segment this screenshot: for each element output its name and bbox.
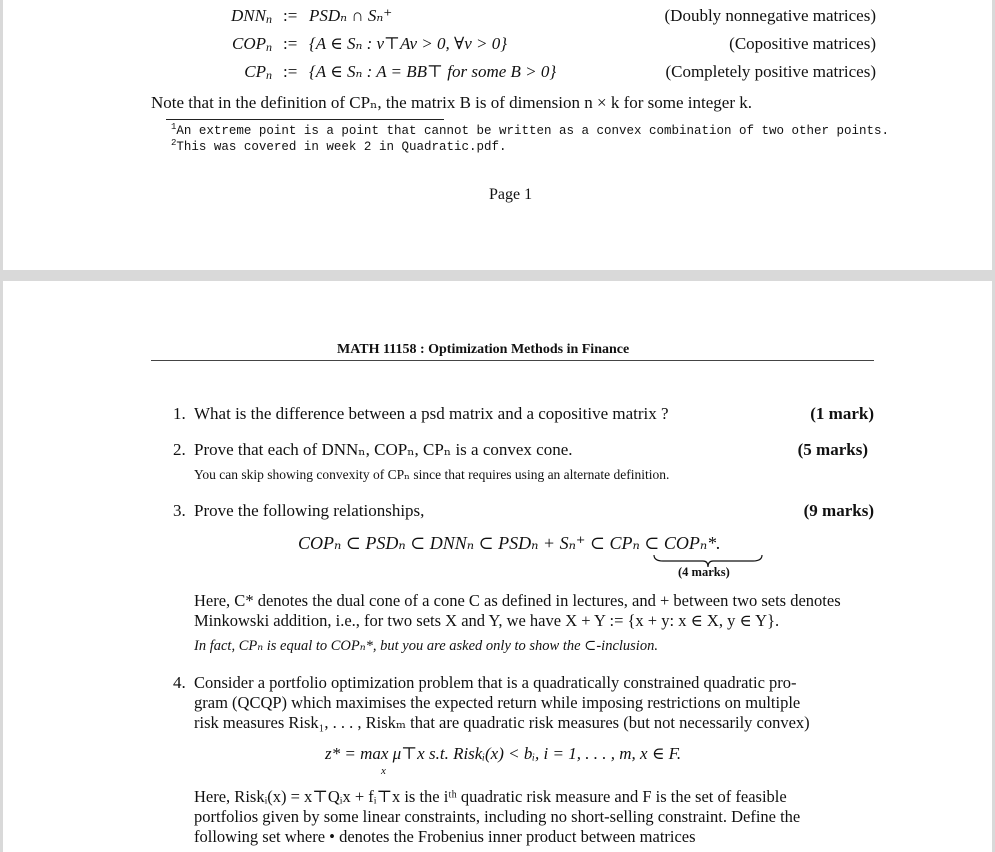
definition-label: (Completely positive matrices)	[665, 62, 876, 81]
page-number: Page 1	[489, 186, 533, 203]
question-3-marks: (9 marks)	[803, 501, 874, 520]
question-4-line-4: Here, Riskᵢ(x) = x⊤Qᵢx + fᵢ⊤x is the iᵗʰ quadratic risk measure and F is the set of feasible	[194, 787, 787, 806]
question-4-line-5: portfolios given by some linear constraints, including no short-selling constraint. Define the	[194, 807, 801, 826]
question-2-text: Prove that each of DNNₙ, COPₙ, CPₙ is a convex cone.	[194, 440, 573, 459]
question-4-line-3: risk measures Risk₁, . . . , Riskₘ that are quadratic risk measures (but not necessarily convex)	[194, 713, 810, 732]
definition-label: (Doubly nonnegative matrices)	[664, 6, 876, 25]
question-1-number: 1.	[173, 404, 186, 423]
footnote-end: .	[498, 140, 507, 155]
question-1-text: What is the difference between a psd matrix and a copositive matrix ?	[194, 404, 669, 423]
definition-rhs: {A ∈ Sₙ : A = BB⊤ for some B > 0}	[309, 62, 557, 81]
footnote-text: An extreme point is a point that cannot be written as a convex combination of two other points.	[176, 124, 890, 139]
footnote-2	[171, 138, 507, 154]
question-2-number: 2.	[173, 440, 186, 459]
question-3-italic-note: In fact, CPₙ is equal to COPₙ*, but you are asked only to show the ⊂-inclusion.	[194, 638, 658, 654]
definition-row-cop	[3, 34, 992, 56]
footnote-mark: 2	[171, 138, 177, 148]
header-rule	[151, 360, 874, 361]
footnote-code: Quadratic.pdf	[401, 140, 499, 155]
footnote-1	[171, 122, 889, 138]
definition-operator: :=	[283, 6, 298, 25]
definition-lhs-subscript: n	[266, 12, 272, 26]
definition-row-cp	[3, 62, 992, 84]
footnote-text: This was covered in week 2 in	[176, 140, 402, 155]
qcqp-formula: z* = max μ⊤x s.t. Riskᵢ(x) < bᵢ, i = 1, . . . , m, x ∈ F.	[325, 744, 682, 763]
footnote-mark: 1	[171, 122, 177, 132]
page-2	[3, 281, 992, 852]
question-3-paragraph-line-2: Minkowski addition, i.e., for two sets X and Y, we have X + Y := {x + y: x ∈ X, y ∈ Y}.	[194, 611, 780, 630]
definition-label: (Copositive matrices)	[729, 34, 876, 53]
definition-lhs: COP	[232, 34, 266, 53]
question-1-marks: (1 mark)	[810, 404, 874, 423]
qcqp-max-subscript: x	[381, 765, 386, 777]
question-3-paragraph-line-1: Here, C* denotes the dual cone of a cone C as defined in lectures, and + between two sets denotes	[194, 591, 841, 610]
definition-lhs-subscript: n	[266, 68, 272, 82]
inclusion-chain: COPₙ ⊂ PSDₙ ⊂ DNNₙ ⊂ PSDₙ + Sₙ⁺ ⊂ CPₙ ⊂ COPₙ*.	[298, 533, 721, 553]
question-4-line-2: gram (QCQP) which maximises the expected return while imposing restrictions on multiple	[194, 693, 801, 712]
definition-rhs: {A ∈ Sₙ : v⊤Av > 0, ∀v > 0}	[309, 34, 508, 53]
question-2-hint: You can skip showing convexity of CPₙ since that requires using an alternate definition.	[194, 467, 670, 482]
definition-note: Note that in the definition of CPₙ, the matrix B is of dimension n × k for some integer k.	[151, 93, 752, 112]
definition-operator: :=	[283, 34, 298, 53]
definition-row-dnn	[3, 6, 992, 28]
definition-lhs: DNN	[231, 6, 266, 25]
page-header-title: MATH 11158 : Optimization Methods in Finance	[337, 342, 630, 357]
page-1	[3, 0, 992, 270]
question-3-text: Prove the following relationships,	[194, 501, 425, 520]
definition-rhs: PSDₙ ∩ Sₙ⁺	[309, 6, 393, 25]
underbrace-marks: (4 marks)	[678, 565, 730, 579]
question-2-marks: (5 marks)	[797, 440, 868, 459]
question-3-number: 3.	[173, 501, 186, 520]
definition-lhs-subscript: n	[266, 40, 272, 54]
footnote-rule	[166, 119, 444, 120]
question-4-line-6: following set where • denotes the Frobenius inner product between matrices	[194, 827, 696, 846]
question-4-number: 4.	[173, 673, 186, 692]
question-4-line-1: Consider a portfolio optimization problem that is a quadratically constrained quadratic pro-	[194, 673, 797, 692]
definition-operator: :=	[283, 62, 298, 81]
definition-lhs: CP	[244, 62, 266, 81]
